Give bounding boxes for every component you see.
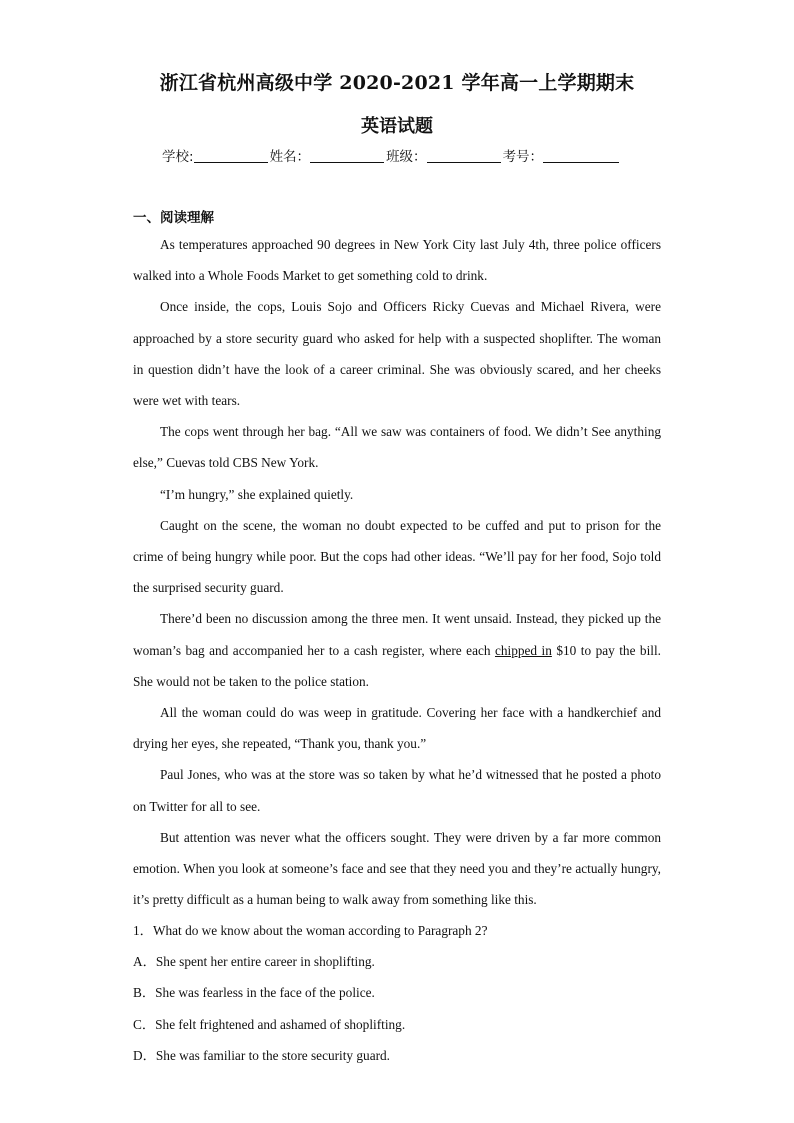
- paragraph-6-text-b: $10 to pay the bill. She would not be taken to the police station.: [133, 642, 661, 689]
- question-stem: 1．What do we know about the woman according to Paragraph 2?: [133, 923, 488, 938]
- option-a: A．She spent her entire career in shoplifting.: [133, 954, 375, 970]
- paragraph-9: But attention was never what the officers sought. They were driven by a far more common emotion. When you look at someone’s face and see that they need you and they’re actually hungry, it’s pretty difficult as a human being to walk away from something like this.: [133, 829, 661, 908]
- question-1: [133, 915, 661, 1071]
- school-label: 学校:: [162, 149, 194, 165]
- paragraph-2: Once inside, the cops, Louis Sojo and Officers Ricky Cuevas and Michael Rivera, were approached by a store security guard who asked for help with a suspected shoplifter. The woman in question didn’t have the look of a career criminal. She was obviously scared, and her cheeks were wet with tears.: [133, 299, 661, 409]
- school-blank: [194, 150, 268, 163]
- paragraph-3: The cops went through her bag. “All we saw was containers of food. We didn’t See anything else,” Cuevas told CBS New York.: [133, 424, 661, 471]
- name-label: 姓名：: [269, 149, 311, 165]
- paragraph-6: [133, 603, 661, 697]
- class-label: 班级：: [386, 149, 427, 165]
- exam-title: 浙江省杭州高级中学 2020-2021 学年高一上学期期末: [159, 72, 635, 94]
- option-d: D．She was familiar to the store security guard.: [133, 1047, 391, 1063]
- number-label: 考号：: [502, 149, 544, 165]
- paragraph-5: Caught on the scene, the woman no doubt expected to be cuffed and put to prison for the crime of being hungry while poor. But the cops had other ideas. “We’ll pay for her food, Sojo told the surprised security guard.: [133, 517, 661, 596]
- section-heading: 一、阅读理解: [133, 210, 214, 226]
- option-c: C．She felt frightened and ashamed of shoplifting.: [133, 1016, 406, 1032]
- underlined-phrase: chipped in: [494, 642, 552, 658]
- class-blank: [427, 150, 501, 163]
- paragraph-8: Paul Jones, who was at the store was so taken by what he’d witnessed that he posted a photo on Twitter for all to see.: [133, 767, 661, 814]
- reading-passage: [133, 229, 661, 915]
- paragraph-1: As temperatures approached 90 degrees in New York City last July 4th, three police officers walked into a Whole Foods Market to get something cold to drink.: [133, 237, 661, 284]
- number-blank: [543, 150, 619, 163]
- option-b: B．She was fearless in the face of the police.: [133, 985, 375, 1001]
- name-blank: [310, 150, 384, 163]
- paragraph-7: All the woman could do was weep in gratitude. Covering her face with a handkerchief and drying her eyes, she repeated, “Thank you, thank you.”: [133, 705, 661, 752]
- paragraph-6-text-a: There’d been no discussion among the three men. It went unsaid. Instead, they picked up the woman’s bag and accompanied her to a cash register, where each: [133, 611, 661, 658]
- exam-subtitle: 英语试题: [361, 116, 433, 137]
- student-info-line: [162, 145, 621, 165]
- paragraph-4: “I’m hungry,” she explained quietly.: [160, 486, 354, 502]
